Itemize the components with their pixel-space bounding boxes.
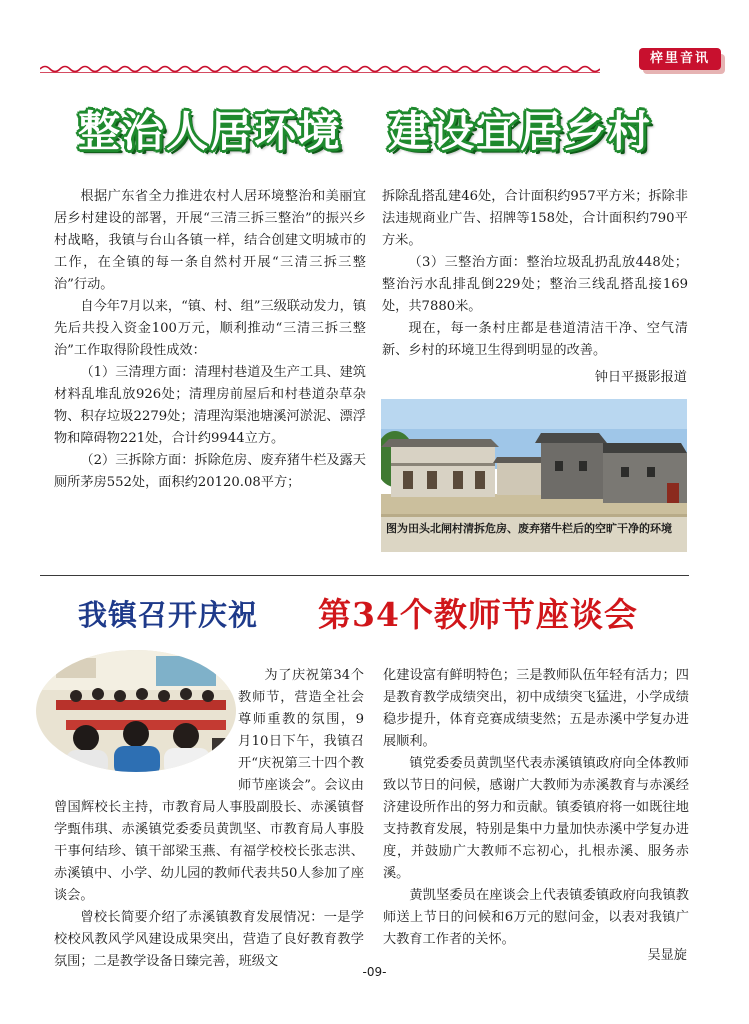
page-number: -09- (362, 965, 387, 979)
paragraph: 为了庆祝第34个教师节，营造全社会尊师重教的氛围，9月10日下午，我镇召开“庆祝第三十四个教师节座谈会”。会议由曾国辉校长主持，市教育局人事股副股长、赤溪镇督学甄伟琪、赤溪镇党委委员黄凯坚、市教育局人事股干事何结珍、镇干部梁玉燕、有福学校校长张志洪、赤溪镇中、小学、幼儿园的教师代表共50人参加了座谈会。 (54, 668, 364, 903)
article2-title-part2: 第34个教师节座谈会 (318, 595, 638, 634)
paragraph: 镇党委委员黄凯坚代表赤溪镇镇政府向全体教师致以节日的问候，感谢广大教师为赤溪教育与赤溪经济建设所作出的努力和贡献。镇委镇府将一如既往地支持教育发展，特别是集中力量加快赤溪中学复办进度，并鼓励广大教师不忘初心，扎根赤溪、服务赤溪。 (383, 756, 689, 881)
paragraph: 拆除乱搭乱建46处，合计面积约957平方米；拆除非法违规商业广告、招牌等158处，合计面积约790平方米。 (382, 189, 688, 248)
article1-byline: 钟日平摄影报道 (594, 370, 687, 385)
meeting-photo (36, 650, 236, 772)
photo-caption: 图为田头北闸村清拆危房、废弃猪牛栏后的空旷干净的环境 (386, 522, 672, 535)
paragraph: 根据广东省全力推进农村人居环境整治和美丽宜居乡村建设的部署，开展“三清三拆三整治”的振兴乡村战略，我镇与台山各镇一样，结合创建文明城市的工作，在全镇的每一条自然村开展“三清三拆三整治”行动。 (54, 189, 366, 292)
article1-column-2 (382, 186, 688, 362)
article2-title-part1: 我镇召开庆祝 (78, 598, 259, 632)
paragraph: （2）三拆除方面：拆除危房、废弃猪牛栏及露天厕所茅房552处，面积约20120.08平方； (54, 453, 366, 490)
paragraph: （1）三清理方面：清理村巷道及生产工具、建筑材料乱堆乱放926处；清理房前屋后和村巷道杂草杂物、积存垃圾2279处；清理沟渠池塘溪河淤泥、漂浮物和障碍物221处，合计约9944立方。 (54, 365, 366, 446)
paragraph: （3）三整治方面：整治垃圾乱扔乱放448处；整治污水乱排乱倒229处；整治三线乱搭乱接169处，共7880米。 (382, 255, 688, 314)
paragraph: 化建设富有鲜明特色；三是教师队伍年轻有活力；四是教育教学成绩突出，初中成绩突飞猛进，小学成绩稳步提升，体育竞赛成绩斐然；五是赤溪中学复办进展顺利。 (383, 668, 689, 749)
article1-title-left: 整治人居环境 (78, 107, 343, 156)
article2-byline: 吴显旋 (647, 948, 687, 963)
section-badge: 梓里音讯 (639, 48, 721, 70)
section-divider (40, 575, 689, 576)
paragraph: 曾校长简要介绍了赤溪镇教育发展情况：一是学校校风教风学风建设成果突出，营造了良好教育教学氛围；二是教学设备日臻完善，班级文 (54, 910, 364, 969)
article2-column-2 (383, 665, 689, 951)
paragraph: 黄凯坚委员在座谈会上代表镇委镇政府向我镇教师送上节日的问候和6万元的慰问金，以表对我镇广大教育工作者的关怀。 (383, 888, 689, 947)
paragraph: 现在，每一条村庄都是巷道清洁干净、空气清新、乡村的环境卫生得到明显的改善。 (382, 321, 688, 358)
article1-column-1 (54, 186, 366, 494)
decorative-wave-divider (40, 64, 600, 74)
paragraph: 自今年7月以来，“镇、村、组”三级联动发力，镇先后共投入资金100万元，顺利推动“三清三拆三整治”工作取得阶段性成效： (54, 299, 367, 358)
article1-title-right: 建设宜居乡村 (388, 107, 653, 156)
